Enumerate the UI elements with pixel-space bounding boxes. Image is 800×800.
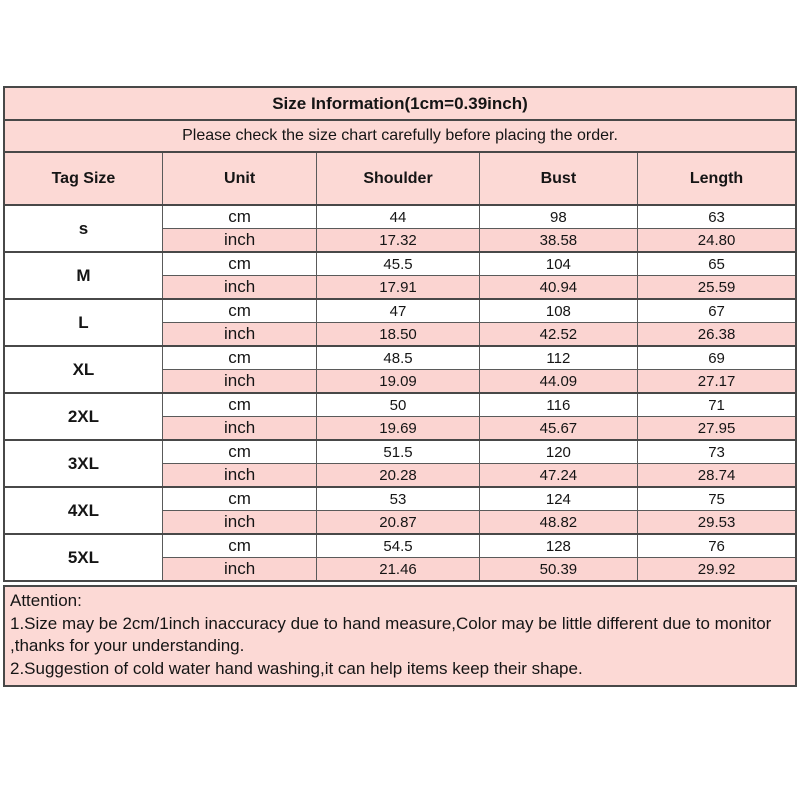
size-block-m — [4, 252, 796, 299]
size-block-4xl — [4, 487, 796, 534]
size-block-xl — [4, 346, 796, 393]
table-row — [4, 487, 796, 511]
measurement-cell: 53 — [317, 487, 479, 511]
unit-cell: inch — [162, 323, 316, 347]
size-block-2xl — [4, 393, 796, 440]
unit-cell: inch — [162, 370, 316, 394]
unit-cell: inch — [162, 229, 316, 253]
measurement-cell: 50.39 — [479, 558, 637, 582]
measurement-cell: 20.28 — [317, 464, 479, 488]
unit-cell: cm — [162, 534, 316, 558]
tag-size-cell: XL — [4, 346, 162, 393]
unit-cell: cm — [162, 299, 316, 323]
measurement-cell: 69 — [638, 346, 796, 370]
tag-size-cell: M — [4, 252, 162, 299]
measurement-cell: 29.53 — [638, 511, 796, 535]
measurement-cell: 75 — [638, 487, 796, 511]
table-row — [4, 346, 796, 370]
table-row — [4, 205, 796, 229]
measurement-cell: 51.5 — [317, 440, 479, 464]
measurement-cell: 44 — [317, 205, 479, 229]
attention-line: 1.Size may be 2cm/1inch inaccuracy due to hand measure,Color may be little different due to monitor — [10, 613, 772, 633]
measurement-cell: 17.91 — [317, 276, 479, 300]
measurement-cell: 19.69 — [317, 417, 479, 441]
measurement-cell: 67 — [638, 299, 796, 323]
title-row — [4, 87, 796, 120]
column-header-length: Length — [638, 152, 796, 205]
column-header-tag-size: Tag Size — [4, 152, 162, 205]
measurement-cell: 18.50 — [317, 323, 479, 347]
measurement-cell: 54.5 — [317, 534, 479, 558]
measurement-cell: 48.5 — [317, 346, 479, 370]
measurement-cell: 27.17 — [638, 370, 796, 394]
measurement-cell: 65 — [638, 252, 796, 276]
attention-heading: Attention: — [10, 591, 82, 610]
measurement-cell: 20.87 — [317, 511, 479, 535]
measurement-cell: 71 — [638, 393, 796, 417]
measurement-cell: 47.24 — [479, 464, 637, 488]
measurement-cell: 73 — [638, 440, 796, 464]
column-header-unit: Unit — [162, 152, 316, 205]
unit-cell: cm — [162, 346, 316, 370]
measurement-cell: 63 — [638, 205, 796, 229]
measurement-cell: 120 — [479, 440, 637, 464]
tag-size-cell: L — [4, 299, 162, 346]
size-block-l — [4, 299, 796, 346]
table-row — [4, 393, 796, 417]
measurement-cell: 45.5 — [317, 252, 479, 276]
measurement-cell: 76 — [638, 534, 796, 558]
table-row — [4, 252, 796, 276]
table-row — [4, 299, 796, 323]
unit-cell: inch — [162, 464, 316, 488]
measurement-cell: 124 — [479, 487, 637, 511]
attention-line: ,thanks for your understanding. — [10, 636, 245, 655]
measurement-cell: 116 — [479, 393, 637, 417]
table-row — [4, 534, 796, 558]
measurement-cell: 38.58 — [479, 229, 637, 253]
measurement-cell: 108 — [479, 299, 637, 323]
tag-size-cell: 5XL — [4, 534, 162, 581]
size-block-s — [4, 205, 796, 252]
tag-size-cell: s — [4, 205, 162, 252]
size-block-5xl — [4, 534, 796, 581]
attention-line: 2.Suggestion of cold water hand washing,it can help items keep their shape. — [10, 658, 583, 678]
measurement-cell: 48.82 — [479, 511, 637, 535]
attention-note — [3, 585, 797, 687]
measurement-cell: 26.38 — [638, 323, 796, 347]
measurement-cell: 40.94 — [479, 276, 637, 300]
measurement-cell: 28.74 — [638, 464, 796, 488]
column-header-shoulder: Shoulder — [317, 152, 479, 205]
measurement-cell: 50 — [317, 393, 479, 417]
unit-cell: inch — [162, 511, 316, 535]
table-row — [4, 440, 796, 464]
measurement-cell: 44.09 — [479, 370, 637, 394]
unit-cell: cm — [162, 487, 316, 511]
measurement-cell: 17.32 — [317, 229, 479, 253]
unit-cell: cm — [162, 440, 316, 464]
tag-size-cell: 3XL — [4, 440, 162, 487]
measurement-cell: 104 — [479, 252, 637, 276]
measurement-cell: 27.95 — [638, 417, 796, 441]
measurement-cell: 42.52 — [479, 323, 637, 347]
subtitle-notice: Please check the size chart carefully before placing the order. — [4, 120, 796, 152]
page-title: Size Information(1cm=0.39inch) — [4, 87, 796, 120]
measurement-cell: 47 — [317, 299, 479, 323]
tag-size-cell: 4XL — [4, 487, 162, 534]
unit-cell: cm — [162, 205, 316, 229]
subtitle-row — [4, 120, 796, 152]
unit-cell: inch — [162, 417, 316, 441]
column-header-bust: Bust — [479, 152, 637, 205]
measurement-cell: 98 — [479, 205, 637, 229]
measurement-cell: 25.59 — [638, 276, 796, 300]
measurement-cell: 21.46 — [317, 558, 479, 582]
column-header-row — [4, 152, 796, 205]
measurement-cell: 29.92 — [638, 558, 796, 582]
unit-cell: inch — [162, 558, 316, 582]
measurement-cell: 112 — [479, 346, 637, 370]
unit-cell: cm — [162, 252, 316, 276]
measurement-cell: 128 — [479, 534, 637, 558]
size-chart-table — [3, 86, 797, 582]
tag-size-cell: 2XL — [4, 393, 162, 440]
measurement-cell: 45.67 — [479, 417, 637, 441]
measurement-cell: 19.09 — [317, 370, 479, 394]
unit-cell: inch — [162, 276, 316, 300]
size-block-3xl — [4, 440, 796, 487]
measurement-cell: 24.80 — [638, 229, 796, 253]
unit-cell: cm — [162, 393, 316, 417]
